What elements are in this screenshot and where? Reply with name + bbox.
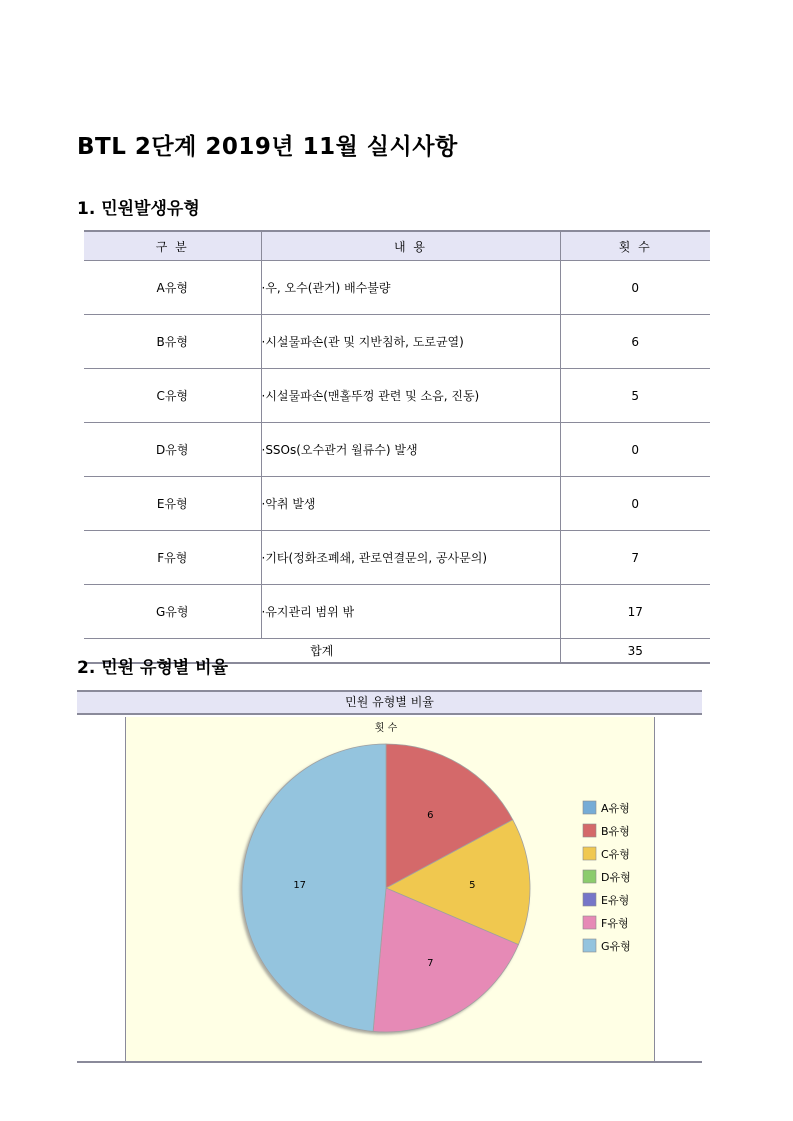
header-category: 구 분 bbox=[84, 231, 261, 261]
section-title-complaint-types: 1. 민원발생유형 bbox=[77, 199, 200, 219]
legend-label-G유형: G유형 bbox=[601, 940, 631, 953]
row-type: B유형 bbox=[84, 315, 261, 369]
pie-slice-G유형 bbox=[242, 744, 386, 1031]
table-row bbox=[84, 477, 710, 531]
chart-title: 횟 수 bbox=[374, 723, 398, 734]
total-label: 합계 bbox=[84, 639, 560, 664]
row-type: A유형 bbox=[84, 261, 261, 315]
table-header-row bbox=[84, 231, 710, 261]
section-title-type-ratio: 2. 민원 유형별 비율 bbox=[77, 658, 228, 678]
row-count: 0 bbox=[560, 261, 710, 315]
chart-area bbox=[125, 717, 655, 1061]
row-desc: ·우, 오수(관거) 배수불량 bbox=[261, 261, 560, 315]
chart-container bbox=[77, 690, 702, 1063]
row-type: D유형 bbox=[84, 423, 261, 477]
row-desc: ·SSOs(오수관거 월류수) 발생 bbox=[261, 423, 560, 477]
table-row bbox=[84, 585, 710, 639]
row-count: 6 bbox=[560, 315, 710, 369]
header-content: 내 용 bbox=[261, 231, 560, 261]
row-desc: ·시설물파손(관 및 지반침하, 도로균열) bbox=[261, 315, 560, 369]
legend-swatch-A유형 bbox=[583, 801, 596, 814]
legend-swatch-F유형 bbox=[583, 916, 596, 929]
legend-label-F유형: F유형 bbox=[601, 917, 629, 930]
table-row bbox=[84, 261, 710, 315]
row-type: F유형 bbox=[84, 531, 261, 585]
legend-label-B유형: B유형 bbox=[601, 825, 630, 838]
row-count: 0 bbox=[560, 423, 710, 477]
row-desc: ·기타(정화조폐쇄, 관로연결문의, 공사문의) bbox=[261, 531, 560, 585]
legend-swatch-G유형 bbox=[583, 939, 596, 952]
row-count: 17 bbox=[560, 585, 710, 639]
row-count: 7 bbox=[560, 531, 710, 585]
row-type: E유형 bbox=[84, 477, 261, 531]
page-title: BTL 2단계 2019년 11월 실시사항 bbox=[77, 134, 458, 160]
legend-swatch-D유형 bbox=[583, 870, 596, 883]
table-row bbox=[84, 423, 710, 477]
row-type: G유형 bbox=[84, 585, 261, 639]
row-desc: ·악취 발생 bbox=[261, 477, 560, 531]
row-desc: ·시설물파손(맨홀뚜껑 관련 및 소음, 진동) bbox=[261, 369, 560, 423]
row-desc: ·유지관리 범위 밖 bbox=[261, 585, 560, 639]
legend-label-A유형: A유형 bbox=[601, 802, 630, 815]
table-row bbox=[84, 531, 710, 585]
pie-data-label: 5 bbox=[469, 880, 476, 892]
total-value: 35 bbox=[560, 639, 710, 664]
row-count: 0 bbox=[560, 477, 710, 531]
legend-swatch-C유형 bbox=[583, 847, 596, 860]
legend-label-D유형: D유형 bbox=[601, 871, 631, 884]
legend-label-C유형: C유형 bbox=[601, 848, 630, 861]
chart-bottom-rule bbox=[77, 1061, 702, 1063]
legend-label-E유형: E유형 bbox=[601, 894, 630, 907]
pie-data-label: 7 bbox=[427, 958, 434, 970]
legend-swatch-B유형 bbox=[583, 824, 596, 837]
chart-header: 민원 유형별 비율 bbox=[77, 690, 702, 715]
pie-chart bbox=[126, 717, 654, 1061]
row-type: C유형 bbox=[84, 369, 261, 423]
header-count: 횟 수 bbox=[560, 231, 710, 261]
table-row bbox=[84, 315, 710, 369]
complaint-type-table bbox=[84, 230, 710, 664]
legend-swatch-E유형 bbox=[583, 893, 596, 906]
row-count: 5 bbox=[560, 369, 710, 423]
pie-data-label: 6 bbox=[427, 809, 434, 821]
table-row bbox=[84, 369, 710, 423]
pie-data-label: 17 bbox=[293, 880, 307, 892]
